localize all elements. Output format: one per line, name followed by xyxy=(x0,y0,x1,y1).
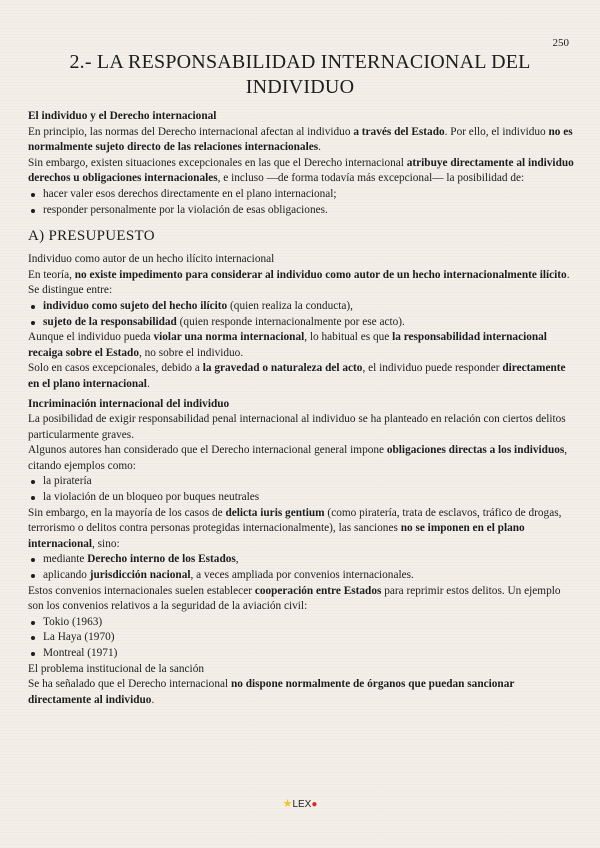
document-body xyxy=(28,109,576,708)
list-item: mediante Derecho interno de los Estados, xyxy=(28,552,576,568)
list-item: sujeto de la responsabilidad (quien responde internacionalmente por ese acto). xyxy=(28,315,576,331)
paragraph: Se ha señalado que el Derecho internacional no dispone normalmente de órganos que puedan sancionar directamente al individuo. xyxy=(28,678,515,706)
list-item: Montreal (1971) xyxy=(28,646,576,662)
list-item: individuo como sujeto del hecho ilícito (quien realiza la conducta), xyxy=(28,299,576,315)
list-item: responder personalmente por la violación de esas obligaciones. xyxy=(28,203,576,219)
paragraph: Se distingue entre: xyxy=(28,284,113,297)
heading-individuo-derecho: El individuo y el Derecho internacional xyxy=(28,110,217,122)
list-item: hacer valer esos derechos directamente en el plano internacional; xyxy=(28,187,576,203)
paragraph: El problema institucional de la sanción xyxy=(28,662,204,675)
footer-brand xyxy=(0,797,600,810)
page-number: 250 xyxy=(552,37,569,49)
drop-icon: ● xyxy=(311,799,318,810)
paragraph: En teoría, no existe impedimento para considerar al individuo como autor de un hecho internacionalmente ilícito. xyxy=(28,268,570,281)
list-item: Tokio (1963) xyxy=(28,615,576,631)
paragraph: Individuo como autor de un hecho ilícito internacional xyxy=(28,253,275,266)
paragraph: Sin embargo, en la mayoría de los casos de delicta iuris gentium (como piratería, trata de esclavos, tráfico de drogas, terrorismo o delitos contra personas protegidas internacionalmente), las sanciones no se imponen en el plano internacional, sino: xyxy=(28,506,562,550)
list-item: La Haya (1970) xyxy=(28,630,576,646)
title-line-2: INDIVIDUO xyxy=(245,76,355,98)
paragraph: Estos convenios internacionales suelen establecer cooperación entre Estados para reprimir estos delitos. Un ejemplo son los convenios relativos a la seguridad de la aviación civil: xyxy=(28,584,561,613)
heading-incriminacion: Incriminación internacional del individuo xyxy=(28,397,230,410)
paragraph: Sin embargo, existen situaciones excepcionales en las que el Derecho internacional atribuye directamente al individuo derechos u obligaciones internacionales, e incluso —de forma todavía más excepcional— la posibilidad de: xyxy=(28,156,574,185)
star-icon: ★ xyxy=(282,798,293,810)
list-item: aplicando jurisdicción nacional, a veces ampliada por convenios internacionales. xyxy=(28,568,576,584)
paragraph: En principio, las normas del Derecho internacional afectan al individuo a través del Estado. Por ello, el individuo no es normalmente sujeto directo de las relaciones internacionales. xyxy=(28,125,573,154)
page-title xyxy=(40,50,560,100)
paragraph: Aunque el individuo pueda violar una norma internacional, lo habitual es que la responsabilidad internacional recaiga sobre el Estado, no sobre el individuo. xyxy=(28,331,547,359)
footer-brand-text: LEX xyxy=(292,799,312,810)
list-item: la piratería xyxy=(28,474,576,490)
section-title-presupuesto: A) PRESUPUESTO xyxy=(28,228,155,245)
paragraph: Algunos autores han considerado que el Derecho internacional general impone obligaciones directas a los individuos, citando ejemplos como: xyxy=(28,444,568,472)
title-line-1: 2.- LA RESPONSABILIDAD INTERNACIONAL DEL xyxy=(69,51,531,73)
paragraph: La posibilidad de exigir responsabilidad penal internacional al individuo se ha planteado en relación con ciertos delitos particularmente graves. xyxy=(28,413,566,441)
paragraph: Solo en casos excepcionales, debido a la gravedad o naturaleza del acto, el individuo puede responder directamente en el plano internacional. xyxy=(28,362,566,390)
list-item: la violación de un bloqueo por buques neutrales xyxy=(28,490,576,506)
